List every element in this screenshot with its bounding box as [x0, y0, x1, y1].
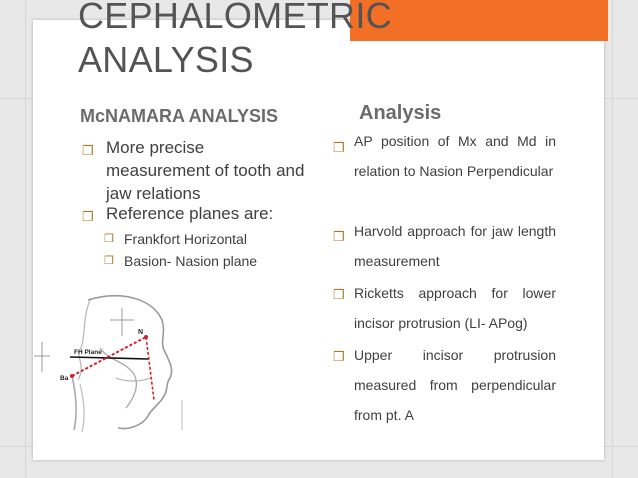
title-line-2: ANALYSIS — [78, 39, 254, 80]
square-bullet-icon: ❒ — [333, 349, 345, 364]
square-bullet-icon: ❒ — [82, 143, 94, 158]
left-sub-bullet-2: Basion- Nasion plane — [124, 253, 258, 269]
right-bullet-2: Harvold approach for jaw length measurement — [354, 223, 556, 269]
slide-title — [78, 2, 392, 82]
basion-label: Ba — [60, 375, 69, 382]
square-bullet-icon: ❒ — [333, 287, 345, 302]
cephalometric-skull-diagram — [30, 290, 200, 440]
right-bullet-4: Upper incisor protrusion measured from perpendicular from pt. A — [354, 347, 556, 423]
square-bullet-icon: ❒ — [104, 233, 114, 245]
square-bullet-icon: ❒ — [82, 209, 94, 224]
square-bullet-icon: ❒ — [333, 140, 345, 155]
title-line-1: CEPHALOMETRIC — [78, 0, 392, 36]
right-heading: Analysis — [359, 102, 442, 124]
left-bullet-1: More precise measurement of tooth and jaw relations — [106, 138, 305, 203]
right-bullet-1: AP position of Mx and Md in relation to Nasion Perpendicular — [354, 133, 556, 179]
square-bullet-icon: ❒ — [333, 229, 345, 244]
square-bullet-icon: ❒ — [104, 255, 114, 267]
fh-plane-label: FH Plane — [74, 349, 102, 356]
left-sub-bullet-1: Frankfort Horizontal — [124, 231, 247, 247]
right-bullet-3: Ricketts approach for lower incisor protrusion (LI- APog) — [354, 285, 556, 331]
nasion-label: N — [138, 329, 144, 336]
left-bullet-2: Reference planes are: — [106, 204, 274, 223]
left-heading: McNAMARA ANALYSIS — [80, 106, 279, 126]
